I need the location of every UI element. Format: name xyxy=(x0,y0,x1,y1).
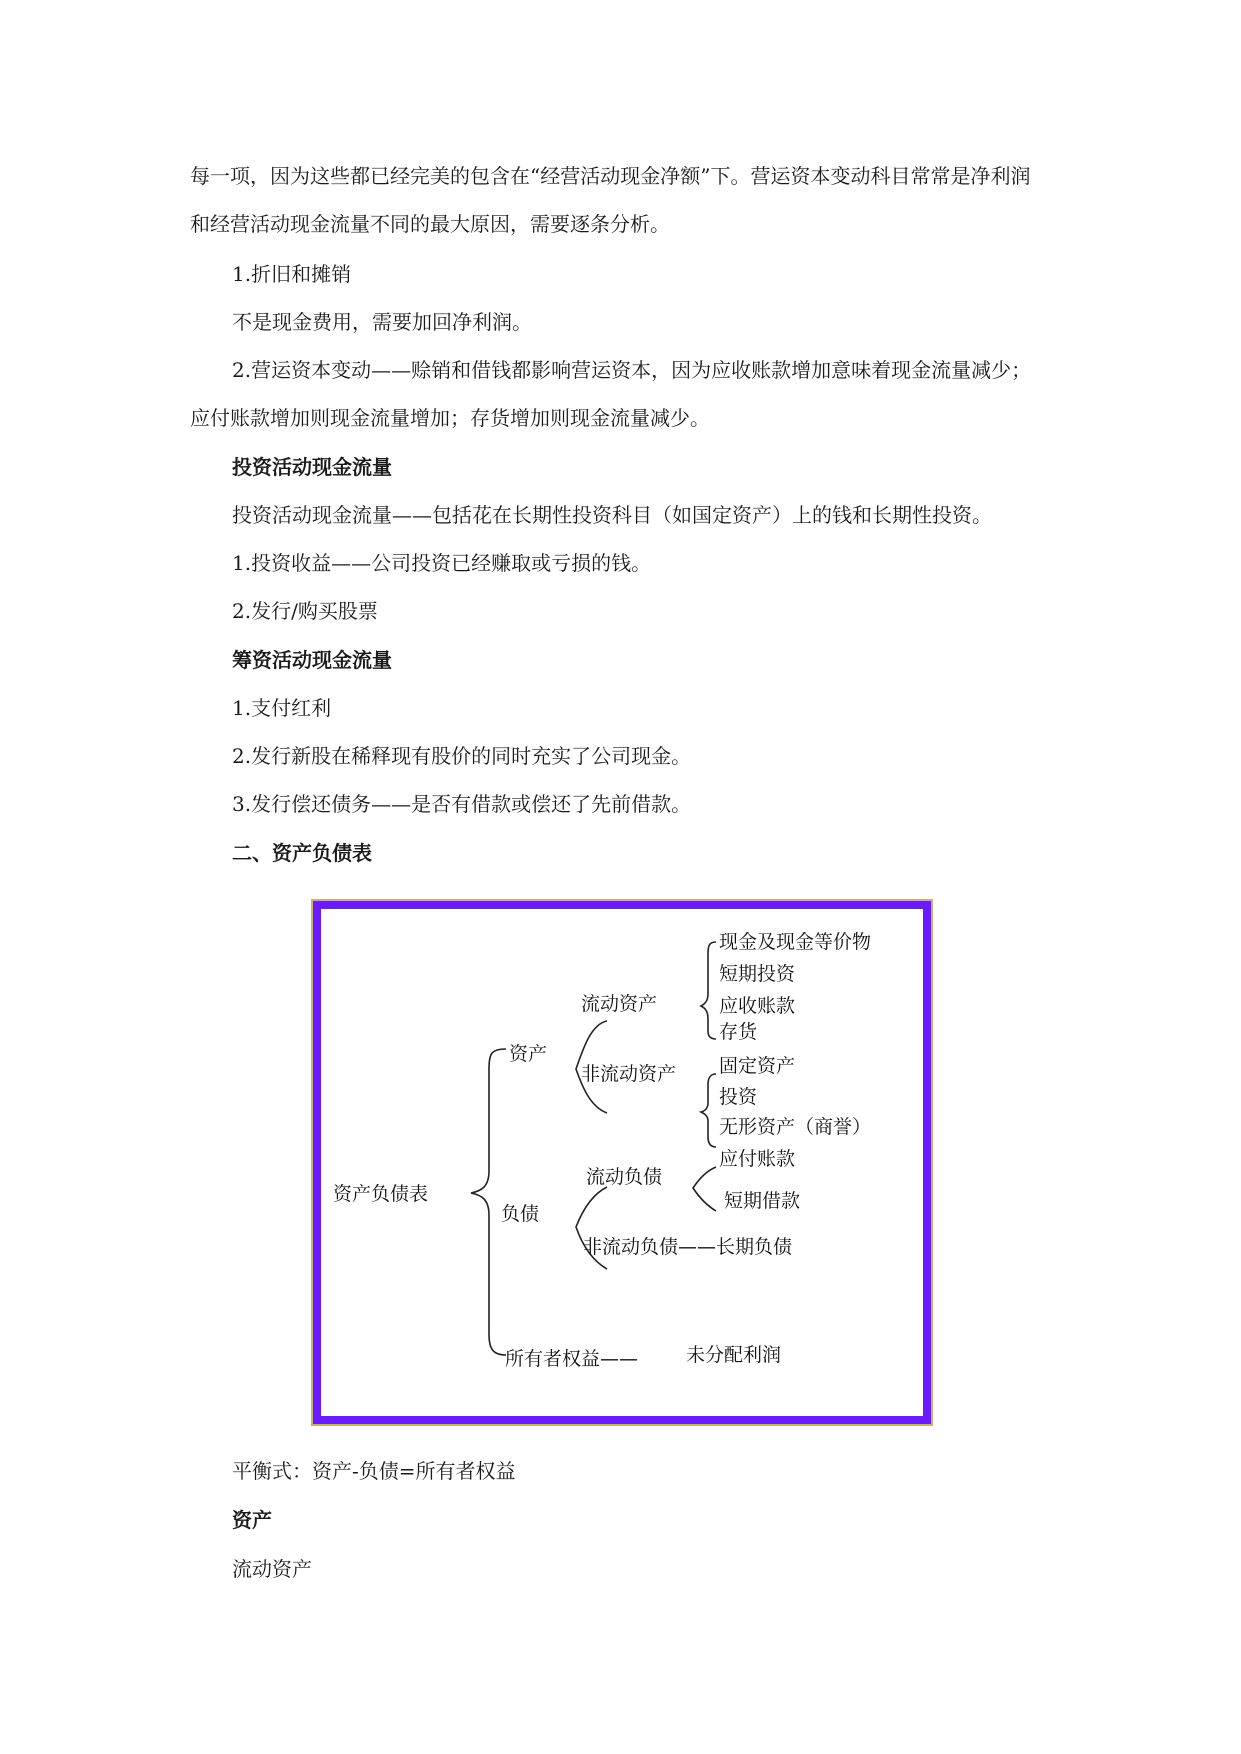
assets-heading: 资产 xyxy=(232,1508,272,1532)
noncurrent-assets-label: 非流动资产 xyxy=(581,1063,677,1085)
financing-item-1: 1.支付红利 xyxy=(232,696,332,720)
balance-sheet-diagram xyxy=(312,900,932,1425)
financing-item-3: 3.发行偿还债务——是否有借款或偿还了先前借款。 xyxy=(232,792,692,816)
liabilities-label: 负债 xyxy=(501,1203,540,1225)
equity-label: 所有者权益—— xyxy=(505,1348,639,1370)
current-asset-item-2: 短期投资 xyxy=(719,963,796,985)
current-assets-label: 流动资产 xyxy=(581,993,658,1015)
current-liability-item-2: 短期借款 xyxy=(724,1190,801,1212)
noncurrent-asset-item-3: 无形资产（商誉） xyxy=(719,1116,872,1138)
investing-item-1: 1.投资收益——公司投资已经赚取或亏损的钱。 xyxy=(232,551,652,575)
noncurrent-liabilities-label: 非流动负债——长期负债 xyxy=(583,1236,793,1258)
working-capital-paragraph: 2.营运资本变动——赊销和借钱都影响营运资本，因为应收账款增加意味着现金流量减少；应付账款增加则现金流量增加；存货增加则现金流量减少。 xyxy=(190,358,1032,430)
section-2-heading: 二、资产负债表 xyxy=(232,841,372,865)
noncurrent-asset-item-2: 投资 xyxy=(719,1086,758,1108)
current-asset-item-4: 存货 xyxy=(719,1021,758,1043)
current-asset-item-3: 应收账款 xyxy=(719,995,796,1017)
financing-heading: 筹资活动现金流量 xyxy=(232,648,392,672)
noncurrent-asset-item-1: 固定资产 xyxy=(719,1055,796,1077)
assets-label: 资产 xyxy=(509,1043,548,1065)
investing-description: 投资活动现金流量——包括花在长期性投资科目（如国定资产）上的钱和长期性投资。 xyxy=(232,503,992,527)
current-assets-brace xyxy=(701,942,716,1039)
current-liability-item-1: 应付账款 xyxy=(719,1148,796,1170)
root-label: 资产负债表 xyxy=(333,1183,429,1205)
balance-formula: 平衡式：资产-负债=所有者权益 xyxy=(232,1459,516,1483)
equity-item: 未分配利润 xyxy=(686,1344,782,1366)
current-liabilities-label: 流动负债 xyxy=(586,1166,663,1188)
financing-item-2: 2.发行新股在稀释现有股价的同时充实了公司现金。 xyxy=(232,744,692,768)
current-liabilities-fork xyxy=(693,1167,716,1211)
depreciation-note: 不是现金费用，需要加回净利润。 xyxy=(232,310,532,334)
noncurrent-assets-brace xyxy=(701,1074,716,1147)
current-asset-item-1: 现金及现金等价物 xyxy=(719,931,872,953)
investing-item-2: 2.发行/购买股票 xyxy=(232,599,378,623)
item-depreciation: 1.折旧和摊销 xyxy=(232,262,352,286)
intro-paragraph: 每一项，因为这些都已经完美的包含在“经营活动现金净额”下。营运资本变动科目常常是净利润和经营活动现金流量不同的最大原因，需要逐条分析。 xyxy=(190,164,1031,236)
current-assets-heading: 流动资产 xyxy=(232,1557,312,1581)
investing-heading: 投资活动现金流量 xyxy=(232,455,392,479)
